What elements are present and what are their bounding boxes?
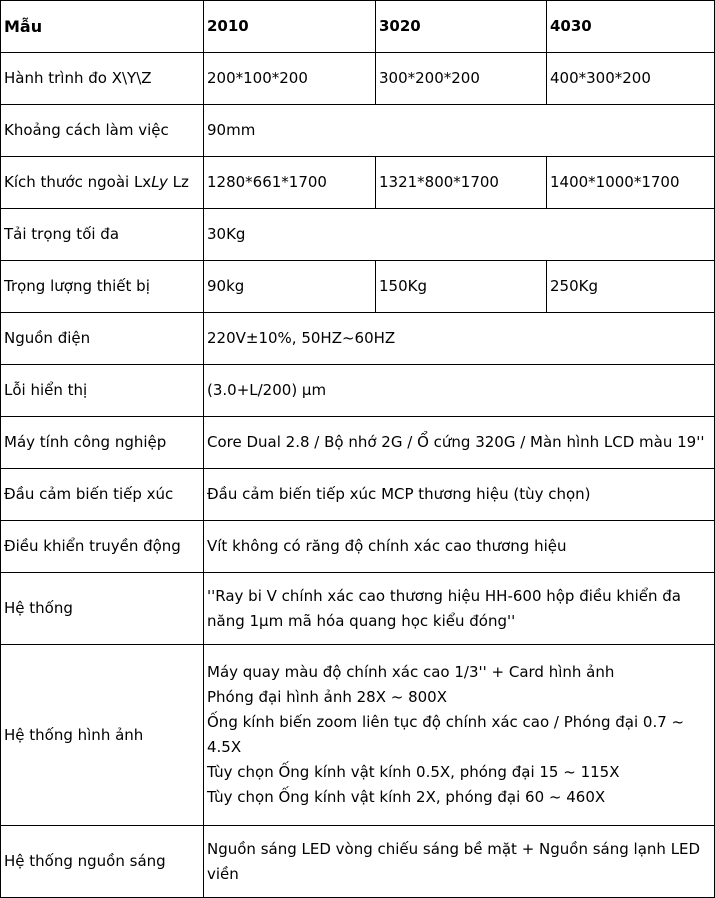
row-max-load <box>1 209 715 261</box>
value-2010: 90kg <box>204 261 376 313</box>
value-light-system: Nguồn sáng LED vòng chiếu sáng bề mặt + Nguồn sáng lạnh LED viền <box>204 826 715 898</box>
row-outer-dimensions <box>1 157 715 209</box>
label-device-weight: Trọng lượng thiết bị <box>1 261 204 313</box>
row-working-distance <box>1 105 715 157</box>
label-drive-control: Điều khiển truyền động <box>1 521 204 573</box>
value-3020: 300*200*200 <box>376 53 547 105</box>
label-system: Hệ thống <box>1 573 204 645</box>
value-working-distance: 90mm <box>204 105 715 157</box>
value-contact-probe: Đầu cảm biến tiếp xúc MCP thương hiệu (tùy chọn) <box>204 469 715 521</box>
label-max-load: Tải trọng tối đa <box>1 209 204 261</box>
label-outer-dimensions-post: Lz <box>167 173 189 191</box>
value-3020: 150Kg <box>376 261 547 313</box>
imaging-line: Ống kính biến zoom liên tục độ chính xác cao / Phóng đại 0.7 ~ 4.5X <box>207 713 685 756</box>
row-industrial-pc <box>1 417 715 469</box>
value-industrial-pc: Core Dual 2.8 / Bộ nhớ 2G / Ổ cứng 320G / Màn hình LCD màu 19'' <box>204 417 715 469</box>
row-display-error <box>1 365 715 417</box>
row-contact-probe <box>1 469 715 521</box>
value-3020: 1321*800*1700 <box>376 157 547 209</box>
imaging-line: Tùy chọn Ống kính vật kính 0.5X, phóng đại 15 ~ 115X <box>207 763 620 781</box>
value-4030: 1400*1000*1700 <box>547 157 715 209</box>
header-model-4030: 4030 <box>547 1 715 53</box>
label-display-error: Lỗi hiển thị <box>1 365 204 417</box>
value-4030: 250Kg <box>547 261 715 313</box>
value-max-load: 30Kg <box>204 209 715 261</box>
imaging-line: Tùy chọn Ống kính vật kính 2X, phóng đại 60 ~ 460X <box>207 788 606 806</box>
value-2010: 1280*661*1700 <box>204 157 376 209</box>
label-outer-dimensions-italic: Ly <box>151 173 168 191</box>
value-imaging-system <box>204 645 715 826</box>
row-imaging-system <box>1 645 715 826</box>
label-measuring-travel: Hành trình đo X\Y\Z <box>1 53 204 105</box>
row-device-weight <box>1 261 715 313</box>
label-power-supply: Nguồn điện <box>1 313 204 365</box>
label-outer-dimensions <box>1 157 204 209</box>
label-light-system: Hệ thống nguồn sáng <box>1 826 204 898</box>
label-contact-probe: Đầu cảm biến tiếp xúc <box>1 469 204 521</box>
label-working-distance: Khoảng cách làm việc <box>1 105 204 157</box>
label-outer-dimensions-pre: Kích thước ngoài Lx <box>4 173 152 191</box>
value-system: ''Ray bi V chính xác cao thương hiệu HH-600 hộp điều khiển đa năng 1μm mã hóa quang học kiểu đóng'' <box>204 573 715 645</box>
row-measuring-travel <box>1 53 715 105</box>
imaging-line: Máy quay màu độ chính xác cao 1/3'' + Card hình ảnh <box>207 663 615 681</box>
header-row <box>1 1 715 53</box>
row-system <box>1 573 715 645</box>
value-power-supply: 220V±10%, 50HZ~60HZ <box>204 313 715 365</box>
value-display-error: (3.0+L/200) μm <box>204 365 715 417</box>
label-industrial-pc: Máy tính công nghiệp <box>1 417 204 469</box>
row-power-supply <box>1 313 715 365</box>
value-2010: 200*100*200 <box>204 53 376 105</box>
row-light-system <box>1 826 715 898</box>
header-model-3020: 3020 <box>376 1 547 53</box>
value-4030: 400*300*200 <box>547 53 715 105</box>
imaging-line: Phóng đại hình ảnh 28X ~ 800X <box>207 688 447 706</box>
header-model-2010: 2010 <box>204 1 376 53</box>
label-imaging-system: Hệ thống hình ảnh <box>1 645 204 826</box>
row-drive-control <box>1 521 715 573</box>
value-drive-control: Vít không có răng độ chính xác cao thương hiệu <box>204 521 715 573</box>
header-model: Mẫu <box>1 1 204 53</box>
